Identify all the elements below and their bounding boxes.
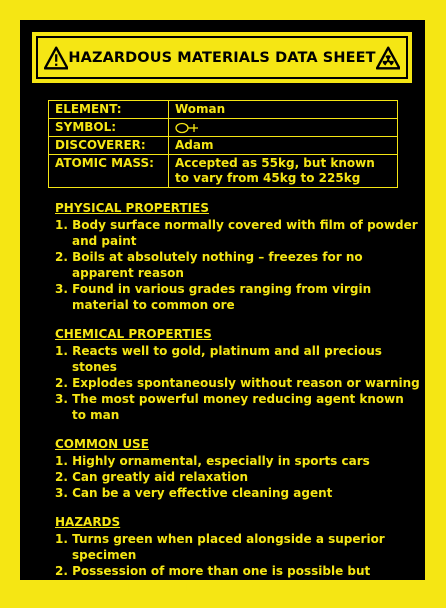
list-item: 1. Turns green when placed alongside a superior specimen bbox=[55, 532, 385, 562]
list-item: 1. Body surface normally covered with film of powder and paint bbox=[55, 218, 418, 248]
discoverer-key: DISCOVERER: bbox=[49, 137, 169, 155]
list-item: 3. Found in various grades ranging from virgin material to common ore bbox=[55, 282, 372, 312]
list-item: 3. The most powerful money reducing agent known to man bbox=[55, 392, 404, 422]
discoverer-value: Adam bbox=[169, 137, 398, 155]
female-symbol-icon bbox=[175, 122, 201, 134]
list-item: 1. Highly ornamental, especially in sports cars bbox=[55, 454, 370, 468]
element-value: Woman bbox=[169, 101, 398, 119]
property-list bbox=[55, 453, 420, 501]
section-title: HAZARDS bbox=[55, 515, 121, 529]
list-item: 3. Can be a very effective cleaning agent bbox=[55, 486, 333, 500]
section-title: CHEMICAL PROPERTIES bbox=[55, 327, 212, 341]
section-title: PHYSICAL PROPERTIES bbox=[55, 201, 209, 215]
atomic-mass-value: Accepted as 55kg, but known to vary from 45kg to 225kg bbox=[169, 155, 398, 188]
header-border bbox=[36, 36, 408, 79]
list-item: 2. Boils at absolutely nothing – freezes for no apparent reason bbox=[55, 250, 363, 280]
section-hazards bbox=[55, 514, 420, 595]
header-banner bbox=[30, 30, 414, 85]
warning-triangle-icon bbox=[44, 45, 68, 71]
section-chemical-properties bbox=[55, 326, 420, 423]
symbol-value bbox=[169, 119, 398, 137]
section-physical-properties bbox=[55, 200, 420, 313]
table-row bbox=[49, 101, 398, 119]
page-title: HAZARDOUS MATERIALS DATA SHEET bbox=[68, 49, 376, 66]
table-row bbox=[49, 155, 398, 188]
symbol-key: SYMBOL: bbox=[49, 119, 169, 137]
element-key: ELEMENT: bbox=[49, 101, 169, 119]
list-item: 2. Can greatly aid relaxation bbox=[55, 470, 249, 484]
list-item: 2. Explodes spontaneously without reason or warning bbox=[55, 376, 420, 390]
sections bbox=[55, 200, 420, 608]
list-item: 1. Reacts well to gold, platinum and all precious stones bbox=[55, 344, 382, 374]
property-list bbox=[55, 217, 420, 313]
property-list bbox=[55, 343, 420, 423]
section-title: COMMON USE bbox=[55, 437, 149, 451]
table-row bbox=[49, 137, 398, 155]
element-info-table bbox=[48, 100, 398, 188]
section-common-use bbox=[55, 436, 420, 501]
list-item: 2. Possession of more than one is possible but specimens must never make eye contact bbox=[55, 564, 371, 594]
table-row bbox=[49, 119, 398, 137]
radiation-icon bbox=[376, 45, 400, 71]
data-sheet bbox=[20, 20, 425, 594]
atomic-mass-key: ATOMIC MASS: bbox=[49, 155, 169, 188]
property-list bbox=[55, 531, 420, 595]
